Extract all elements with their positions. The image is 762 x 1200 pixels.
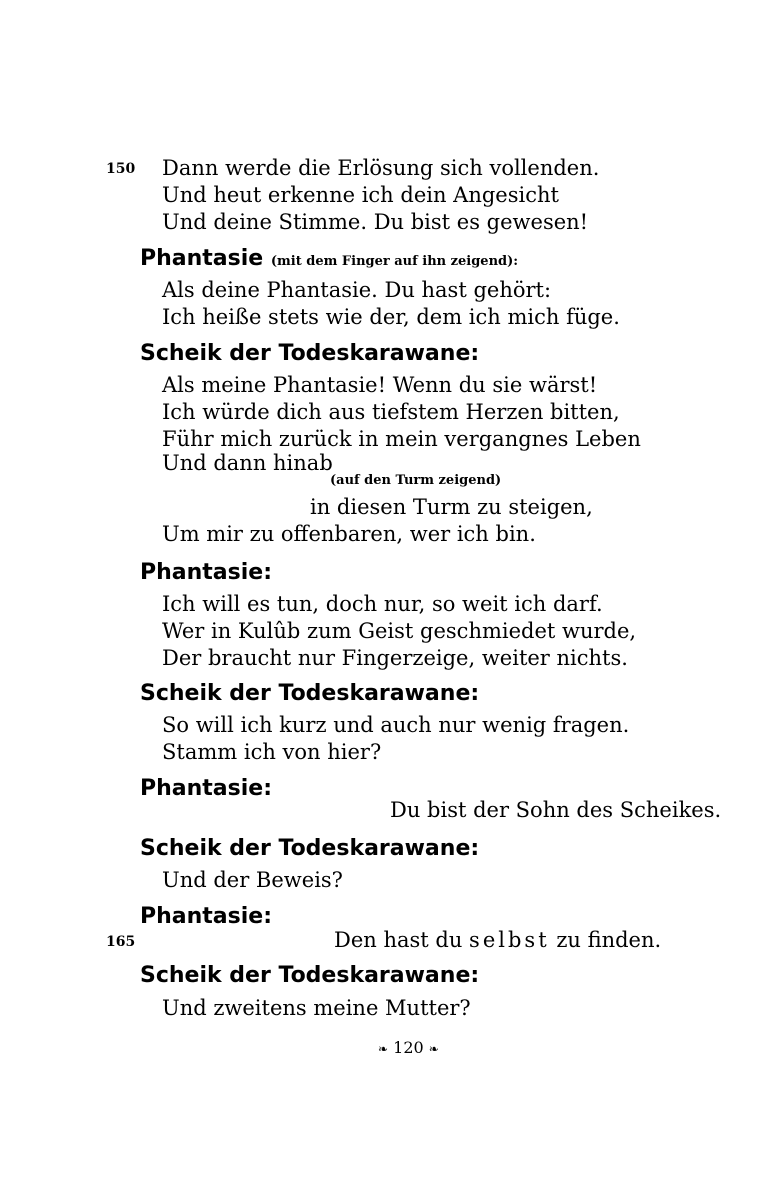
ornament-icon: ❧ xyxy=(428,1042,439,1056)
verse-line: Als deine Phantasie. Du hast gehört: xyxy=(162,278,552,302)
speaker-name: Phantasie: xyxy=(140,776,273,801)
verse-line: Und heut erkenne ich dein Angesicht xyxy=(162,183,559,207)
speaker-name: Scheik der Todeskarawane: xyxy=(140,963,480,988)
verse-text: Den hast du xyxy=(334,928,470,952)
ornament-icon: ❧ xyxy=(378,1042,389,1056)
page-number: 120 xyxy=(393,1038,424,1057)
verse-line: Und zweitens meine Mutter? xyxy=(162,996,471,1020)
verse-line: in diesen Turm zu steigen, xyxy=(310,495,593,519)
verse-line: Ich heiße stets wie der, dem ich mich füge. xyxy=(162,305,620,329)
verse-line: Und der Beweis? xyxy=(162,868,343,892)
speaker-name: Phantasie: xyxy=(140,904,273,929)
verse-line: Um mir zu offenbaren, wer ich bin. xyxy=(162,522,536,546)
speaker-name: Scheik der Todeskarawane: xyxy=(140,341,480,366)
verse-line: Stamm ich von hier? xyxy=(162,740,382,764)
stage-direction: (auf den Turm zeigend) xyxy=(330,473,502,488)
speaker-label: Phantasie xyxy=(140,246,264,271)
stage-direction: (mit dem Finger auf ihn zeigend): xyxy=(270,254,519,269)
speaker-name xyxy=(140,248,518,270)
verse-line: Ich würde dich aus tiefstem Herzen bitten, xyxy=(162,400,620,424)
verse-line: Ich will es tun, doch nur, so weit ich darf. xyxy=(162,592,603,616)
verse-line: Und dann hinab xyxy=(162,451,333,475)
verse-line: Du bist der Sohn des Scheikes. xyxy=(390,798,722,822)
speaker-name: Scheik der Todeskarawane: xyxy=(140,681,480,706)
verse-line: Als meine Phantasie! Wenn du sie wärst! xyxy=(162,373,598,397)
line-number: 150 xyxy=(106,161,136,177)
speaker-name: Scheik der Todeskarawane: xyxy=(140,836,480,861)
verse-text: zu finden. xyxy=(549,928,662,952)
verse-line: Und deine Stimme. Du bist es gewesen! xyxy=(162,210,589,234)
speaker-name: Phantasie: xyxy=(140,560,273,585)
verse-line xyxy=(334,930,661,951)
verse-line: Dann werde die Erlösung sich vollenden. xyxy=(162,156,600,180)
verse-line: Der braucht nur Fingerzeige, weiter nichts. xyxy=(162,646,628,670)
line-number: 165 xyxy=(106,934,136,950)
verse-line: So will ich kurz und auch nur wenig fragen. xyxy=(162,713,630,737)
verse-line: Wer in Kulûb zum Geist geschmiedet wurde, xyxy=(162,619,637,643)
verse-line: Führ mich zurück in mein vergangnes Leben xyxy=(162,427,641,451)
emphasized-text: selbst xyxy=(469,928,550,952)
page-footer xyxy=(378,1040,439,1056)
